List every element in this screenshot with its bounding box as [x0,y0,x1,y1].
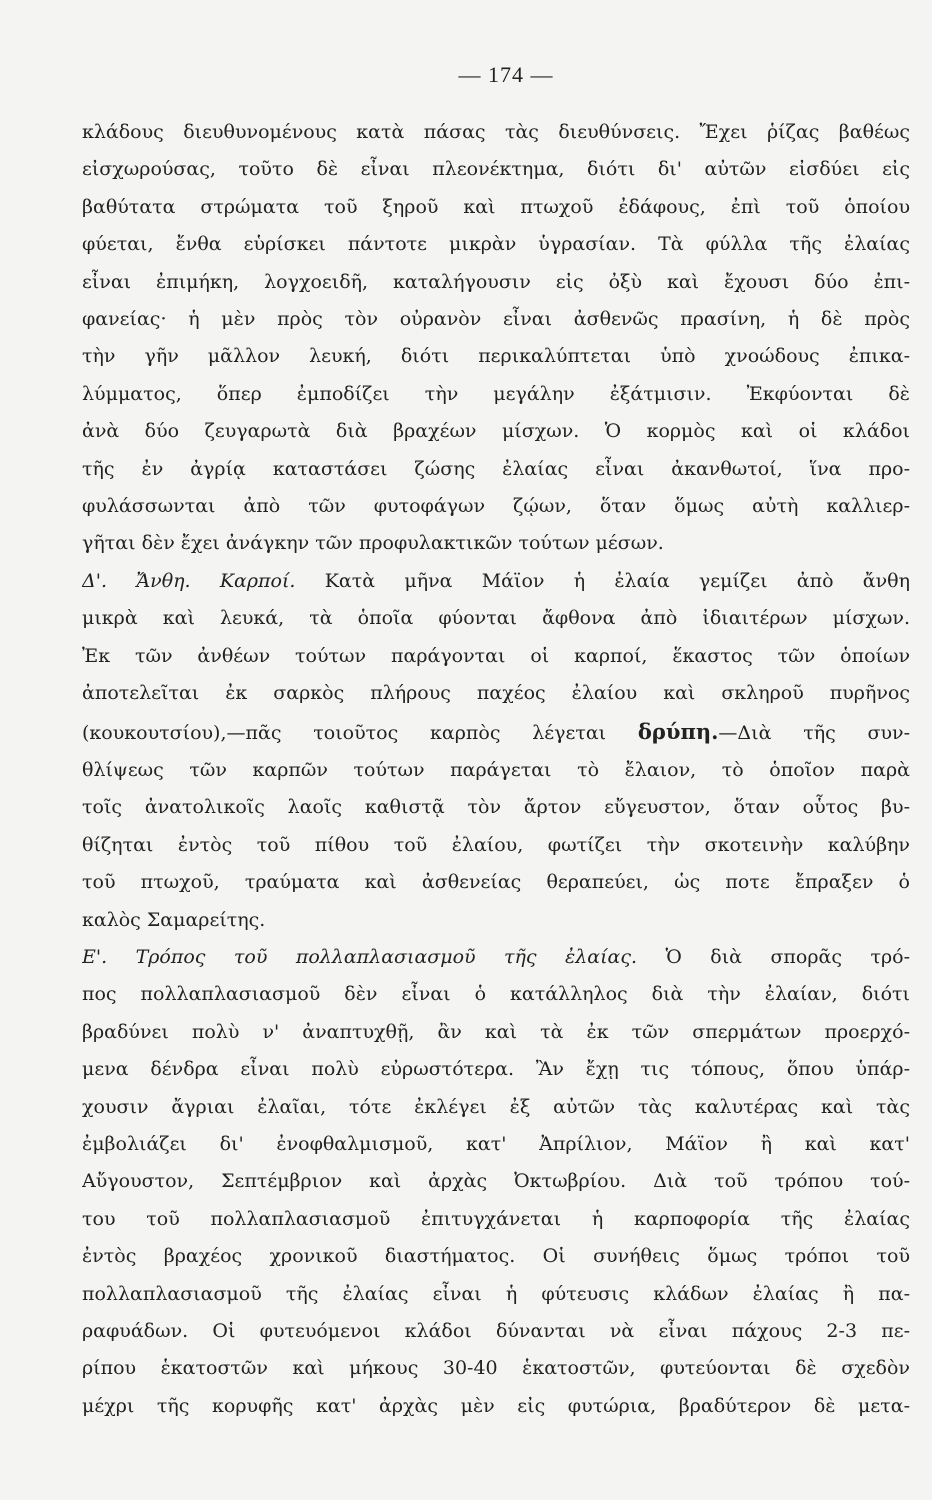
page-number: — 174 — [458,62,554,87]
line-text: τοῦ πτωχοῦ, τραύματα καὶ ἀσθενείας θεραπεύει, ὡς ποτε ἔπραξεν ὁ [82,871,910,894]
text-line [82,114,910,151]
text-line [82,1201,910,1238]
line-text: (κουκουτσίου),—πᾶς τοιοῦτος καρπὸς λέγεται [82,721,638,744]
line-text: φανείας· ἡ μὲν πρὸς τὸν οὐρανὸν εἶναι ἀσθενῶς πρασίνη, ἡ δὲ πρὸς [82,308,910,331]
line-text: φυλάσσωνται ἀπὸ τῶν φυτοφάγων ζῴων, ὅταν ὅμως αὐτὴ καλλιερ- [82,495,910,518]
line-text: του τοῦ πολλαπλασιασμοῦ ἐπιτυγχάνεται ἡ καρποφορία τῆς ἐλαίας [82,1207,910,1230]
line-text: Αὔγουστον, Σεπτέμβριον καὶ ἀρχὰς Ὀκτωβρίου. Διὰ τοῦ τρόπου τού- [82,1170,910,1193]
line-text: —Διὰ τῆς συν- [718,721,910,744]
line-text: λύμματος, ὅπερ ἐμποδίζει τὴν μεγάλην ἐξάτμισιν. Ἐκφύονται δὲ [82,382,910,405]
line-text: ἀνὰ δύο ζευγαρωτὰ διὰ βραχέων μίσχων. Ὁ κορμὸς καὶ οἱ κλάδοι [82,420,910,443]
text-line [82,264,910,301]
text-line [82,451,910,488]
line-text: ρίπου ἑκατοστῶν καὶ μήκους 30-40 ἑκατοστῶν, φυτεύονται δὲ σχεδὸν [82,1357,910,1380]
text-line [82,638,910,675]
line-text: μικρὰ καὶ λευκά, τὰ ὁποῖα φύονται ἄφθονα ἀπὸ ἰδιαιτέρων μίσχων. [82,607,910,630]
line-text: πολλαπλασιασμοῦ τῆς ἐλαίας εἶναι ἡ φύτευσις κλάδων ἐλαίας ἢ πα- [82,1282,910,1305]
text-line [82,1051,910,1088]
bold-term: δρύπη. [637,718,719,744]
text-line [82,376,910,413]
line-text: ἀποτελεῖται ἐκ σαρκὸς πλήρους παχέος ἐλαίου καὶ σκληροῦ πυρῆνος [82,682,910,705]
line-text: Ὁ διὰ σπορᾶς τρό- [637,945,910,968]
line-text: καλὸς Σαμαρείτης. [82,908,266,931]
text-line [82,976,910,1013]
text-line [82,752,910,789]
line-text: θλίψεως τῶν καρπῶν τούτων παράγεται τὸ ἔλαιον, τὸ ὁποῖον παρὰ [82,758,910,781]
text-line [82,713,910,752]
text-line [82,789,910,826]
text-line [82,189,910,226]
text-line [82,488,910,525]
text-line [82,600,910,637]
text-line [82,1350,910,1387]
text-line [82,338,910,375]
line-text: μέχρι τῆς κορυφῆς κατ' ἀρχὰς μὲν εἰς φυτώρια, βραδύτερον δὲ μετα- [82,1394,910,1417]
text-line [82,1276,910,1313]
text-line [82,1089,910,1126]
text-line [82,226,910,263]
line-text: εἶναι ἐπιμήκη, λογχοειδῆ, καταλήγουσιν εἰς ὀξὺ καὶ ἔχουσι δύο ἐπι- [82,270,910,293]
line-text: εἰσχωρούσας, τοῦτο δὲ εἶναι πλεονέκτημα, διότι δι' αὐτῶν εἰσδύει εἰς [82,158,910,181]
line-text: πος πολλαπλασιασμοῦ δὲν εἶναι ὁ κατάλληλος διὰ τὴν ἐλαίαν, διότι [82,983,910,1006]
text-line [82,413,910,450]
text-line [82,1313,910,1350]
text-line [82,827,910,864]
text-line [82,1388,910,1425]
text-line [82,151,910,188]
text-line [82,1126,910,1163]
section-heading: Ε'. Τρόπος τοῦ πολλαπλασιασμοῦ τῆς ἐλαίας. [82,945,638,968]
text-line [82,902,910,939]
text-line [82,864,910,901]
section-heading: Δ'. Ἄνθη. Καρποί. [82,569,296,592]
line-text: φύεται, ἔνθα εὑρίσκει πάντοτε μικρὰν ὑγρασίαν. Τὰ φύλλα τῆς ἐλαίας [82,233,910,256]
line-text: ἐμβολιάζει δι' ἐνοφθαλμισμοῦ, κατ' Ἀπρίλιον, Μάϊον ἢ καὶ κατ' [82,1132,910,1155]
line-text: μενα δένδρα εἶναι πολὺ εὐρωστότερα. Ἂν ἔχῃ τις τόπους, ὅπου ὑπάρ- [82,1058,910,1081]
line-text: κλάδους διευθυνομένους κατὰ πάσας τὰς διευθύνσεις. Ἔχει ῥίζας βαθέως [82,121,910,143]
text-line [82,1163,910,1200]
line-text: θίζηται ἐντὸς τοῦ πίθου τοῦ ἐλαίου, φωτίζει τὴν σκοτεινὴν καλύβην [82,833,910,856]
line-text: Κατὰ μῆνα Μάϊον ἡ ἐλαία γεμίζει ἀπὸ ἄνθη [295,569,910,592]
text-line [82,563,910,600]
line-text: τῆς ἐν ἀγρίᾳ καταστάσει ζώσης ἐλαίας εἶναι ἀκανθωτοί, ἵνα προ- [82,457,910,480]
line-text: βραδύνει πολὺ ν' ἀναπτυχθῇ, ἂν καὶ τὰ ἐκ τῶν σπερμάτων προερχό- [82,1020,910,1043]
line-text: χουσιν ἄγριαι ἐλαῖαι, τότε ἐκλέγει ἐξ αὐτῶν τὰς καλυτέρας καὶ τὰς [82,1095,910,1118]
line-text: βαθύτατα στρώματα τοῦ ξηροῦ καὶ πτωχοῦ ἐδάφους, ἐπὶ τοῦ ὁποίου [82,195,910,218]
body-text [82,114,910,1425]
line-text: ραφυάδων. Οἱ φυτευόμενοι κλάδοι δύνανται νὰ εἶναι πάχους 2-3 πε- [82,1320,910,1342]
line-text: τοῖς ἀνατολικοῖς λαοῖς καθιστᾷ τὸν ἄρτον εὔγευστον, ὅταν οὗτος βυ- [82,796,910,819]
text-line [82,939,910,976]
text-line [82,1238,910,1275]
line-text: ἐντὸς βραχέος χρονικοῦ διαστήματος. Οἱ συνήθεις ὅμως τρόποι τοῦ [82,1245,910,1268]
text-line [82,525,910,562]
line-text: γῆται δὲν ἔχει ἀνάγκην τῶν προφυλακτικῶν τούτων μέσων. [82,532,664,555]
text-line [82,675,910,712]
text-line [82,1014,910,1051]
text-line [82,301,910,338]
line-text: Ἐκ τῶν ἀνθέων τούτων παράγονται οἱ καρποί, ἕκαστος τῶν ὁποίων [82,644,910,667]
line-text: τὴν γῆν μᾶλλον λευκή, διότι περικαλύπτεται ὑπὸ χνοώδους ἐπικα- [82,345,910,368]
